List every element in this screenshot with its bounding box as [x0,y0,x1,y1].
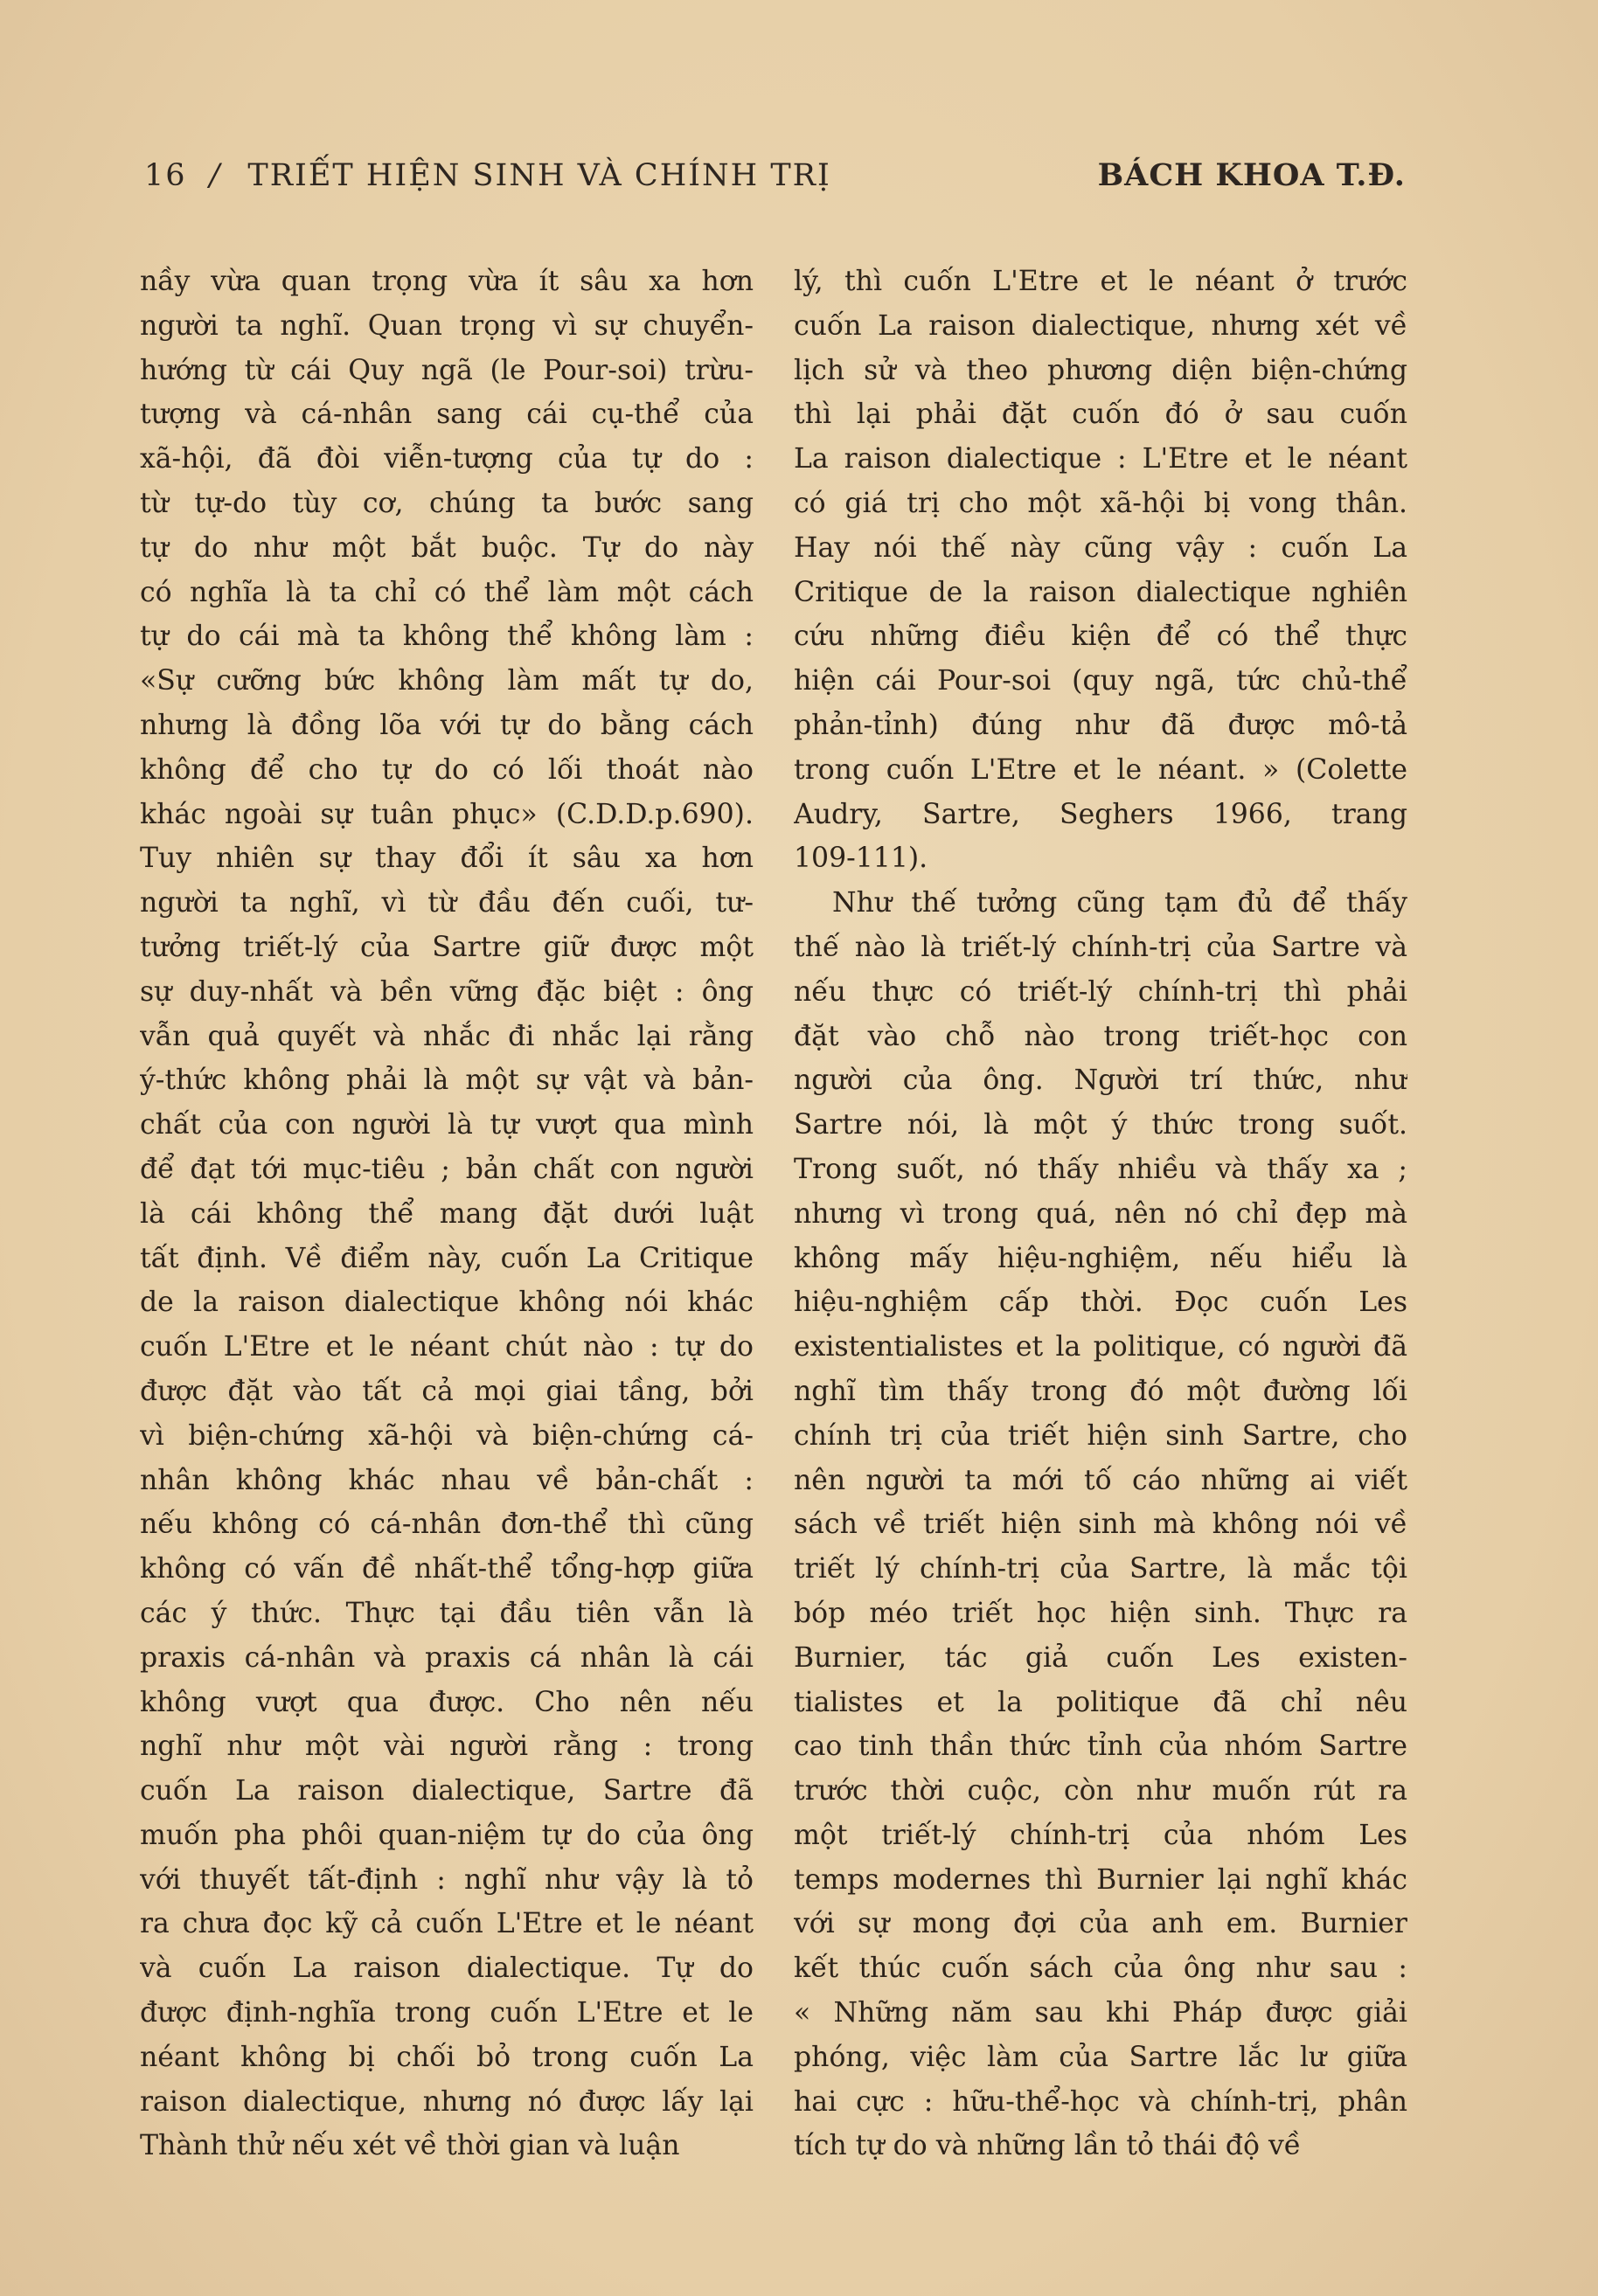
text-line: vẫn quả quyết và nhắc đi nhắc lại rằng [140,1020,754,1052]
text-line: tượng và cá-nhân sang cái cụ-thể của [140,399,754,431]
text-line: với thuyết tất-định : nghĩ như vậy là tỏ [140,1863,754,1896]
text-line: nên người ta mới tố cáo những ai viết [794,1464,1407,1496]
text-line: thế nào là triết-lý chính-trị của Sartre và [794,931,1407,963]
text-line: được định-nghĩa trong cuốn L'Etre et le [140,1997,754,2029]
text-line: chính trị của triết hiện sinh Sartre, cho [794,1419,1407,1452]
text-line: nhưng vì trong quá, nên nó chỉ đẹp mà [794,1197,1407,1230]
text-line: để đạt tới mục-tiêu ; bản chất con người [140,1153,754,1185]
text-line: từ tự-do tùy cơ, chúng ta bước sang [140,487,754,519]
text-line: «Sự cưỡng bức không làm mất tự do, [140,665,754,697]
text-line: cuốn La raison dialectique, nhưng xét về [794,309,1407,342]
text-line: existentialistes et la politique, có người đã [794,1331,1407,1363]
magazine-name: BÁCH KHOA T.Đ. [1097,157,1406,193]
text-line: trong cuốn L'Etre et le néant. » (Colette [794,753,1407,786]
text-line: xã-hội, đã đòi viễn-tượng của tự do : [140,443,754,475]
text-line: Audry, Sartre, Seghers 1966, trang [794,798,1407,830]
text-line: « Những năm sau khi Pháp được giải [794,1997,1407,2029]
text-line: temps modernes thì Burnier lại nghĩ khác [794,1863,1407,1896]
text-line: các ý thức. Thực tại đầu tiên vẫn là [140,1597,754,1629]
text-line: người ta nghĩ, vì từ đầu đến cuối, tư- [140,887,754,919]
text-line: là cái không thể mang đặt dưới luật [140,1197,754,1230]
text-line: phóng, việc làm của Sartre lắc lư giữa [794,2041,1407,2073]
text-line: cứu những điều kiện để có thể thực [794,621,1407,653]
text-line: Critique de la raison dialectique nghiên [794,576,1407,608]
text-line: hai cực : hữu-thể-học và chính-trị, phân [794,2085,1407,2118]
page-number: 16 [144,158,187,193]
text-line: cuốn La raison dialectique, Sartre đã [140,1775,754,1807]
text-line: tự do như một bắt buộc. Tự do này [140,531,754,564]
text-line: không mấy hiệu-nghiệm, nếu hiểu là [794,1242,1407,1274]
text-line: lịch sử và theo phương diện biện-chứng [794,354,1407,386]
text-line: hướng từ cái Quy ngã (le Pour-soi) trừu- [140,354,754,386]
text-line: không vượt qua được. Cho nên nếu [140,1686,754,1718]
text-line: khác ngoài sự tuân phục» (C.D.D.p.690). [140,798,754,830]
text-line: sách về triết hiện sinh mà không nói về [794,1509,1407,1541]
text-line: và cuốn La raison dialectique. Tự do [140,1953,754,1985]
text-line: raison dialectique, nhưng nó được lấy lại [140,2085,754,2118]
text-line: Sartre nói, là một ý thức trong suốt. [794,1109,1407,1141]
text-line: tất định. Về điểm này, cuốn La Critique [140,1242,754,1274]
text-line: sự duy-nhất và bền vững đặc biệt : ông [140,975,754,1008]
header-separator: / [209,158,222,193]
text-line: nếu không có cá-nhân đơn-thể thì cũng [140,1509,754,1541]
text-line: triết lý chính-trị của Sartre, là mắc tội [794,1553,1407,1585]
text-line: Trong suốt, nó thấy nhiều và thấy xa ; [794,1153,1407,1185]
text-line: praxis cá-nhân và praxis cá nhân là cái [140,1641,754,1674]
text-line: thì lại phải đặt cuốn đó ở sau cuốn [794,399,1407,431]
text-line: 109-111). [794,843,928,875]
text-line: có nghĩa là ta chỉ có thể làm một cách [140,576,754,608]
text-line: ra chưa đọc kỹ cả cuốn L'Etre et le néant [140,1908,754,1940]
text-line: La raison dialectique : L'Etre et le néant [794,443,1407,475]
text-line: nghĩ tìm thấy trong đó một đường lối [794,1375,1407,1407]
text-line: nầy vừa quan trọng vừa ít sâu xa hơn [140,266,754,297]
text-line: ý-thức không phải là một sự vật và bản- [140,1065,754,1097]
text-line: tưởng triết-lý của Sartre giữ được một [140,931,754,963]
text-line: kết thúc cuốn sách của ông như sau : [794,1953,1407,1985]
text-line: nhân không khác nhau về bản-chất : [140,1464,754,1496]
text-line: người của ông. Người trí thức, như [794,1065,1407,1097]
text-line: người ta nghĩ. Quan trọng vì sự chuyển- [140,309,754,342]
text-line: nếu thực có triết-lý chính-trị thì phải [794,975,1407,1008]
text-line: Hay nói thế này cũng vậy : cuốn La [794,531,1407,564]
text-line: hiệu-nghiệm cấp thời. Đọc cuốn Les [794,1287,1407,1319]
text-line: cuốn L'Etre et le néant chút nào : tự do [140,1331,754,1363]
left-column [140,260,754,2168]
text-line: Thành thử nếu xét về thời gian và luận [140,2130,680,2162]
text-line: vì biện-chứng xã-hội và biện-chứng cá- [140,1419,754,1452]
text-line: nhưng là đồng lõa với tự do bằng cách [140,709,754,741]
text-line: trước thời cuộc, còn như muốn rút ra [794,1775,1407,1807]
text-line: không có vấn đề nhất-thể tổng-hợp giữa [140,1553,754,1585]
text-line: bóp méo triết học hiện sinh. Thực ra [794,1597,1407,1629]
text-line: néant không bị chối bỏ trong cuốn La [140,2041,754,2073]
running-header [144,157,1406,210]
text-line: phản-tỉnh) đúng như đã được mô-tả [794,709,1407,741]
text-line: tự do cái mà ta không thể không làm : [140,621,754,653]
text-line: tích tự do và những lần tỏ thái độ về [794,2130,1302,2162]
text-line: muốn pha phôi quan-niệm tự do của ông [140,1819,754,1851]
text-line: tialistes et la politique đã chỉ nêu [794,1686,1407,1718]
text-line: Tuy nhiên sự thay đổi ít sâu xa hơn [140,843,754,875]
text-line: với sự mong đợi của anh em. Burnier [794,1908,1407,1940]
section-title: TRIẾT HIỆN SINH VÀ CHÍNH TRỊ [247,158,831,193]
text-line: không để cho tự do có lối thoát nào [140,753,754,786]
text-line: chất của con người là tự vượt qua mình [140,1109,754,1141]
text-line: một triết-lý chính-trị của nhóm Les [794,1819,1407,1851]
text-line: được đặt vào tất cả mọi giai tầng, bởi [140,1375,754,1407]
text-line: Burnier, tác giả cuốn Les existen- [794,1641,1407,1674]
text-line: cao tinh thần thức tỉnh của nhóm Sartre [794,1731,1407,1763]
text-line: Như thế tưởng cũng tạm đủ để thấy [832,887,1407,919]
text-line: đặt vào chỗ nào trong triết-học con [794,1020,1407,1052]
text-line: de la raison dialectique không nói khác [140,1287,754,1319]
text-line: hiện cái Pour-soi (quy ngã, tức chủ-thể [794,665,1407,697]
text-line: lý, thì cuốn L'Etre et le néant ở trước [794,266,1407,297]
text-line: có giá trị cho một xã-hội bị vong thân. [794,487,1407,519]
text-line: nghĩ như một vài người rằng : trong [140,1731,754,1763]
right-column [794,260,1407,2168]
